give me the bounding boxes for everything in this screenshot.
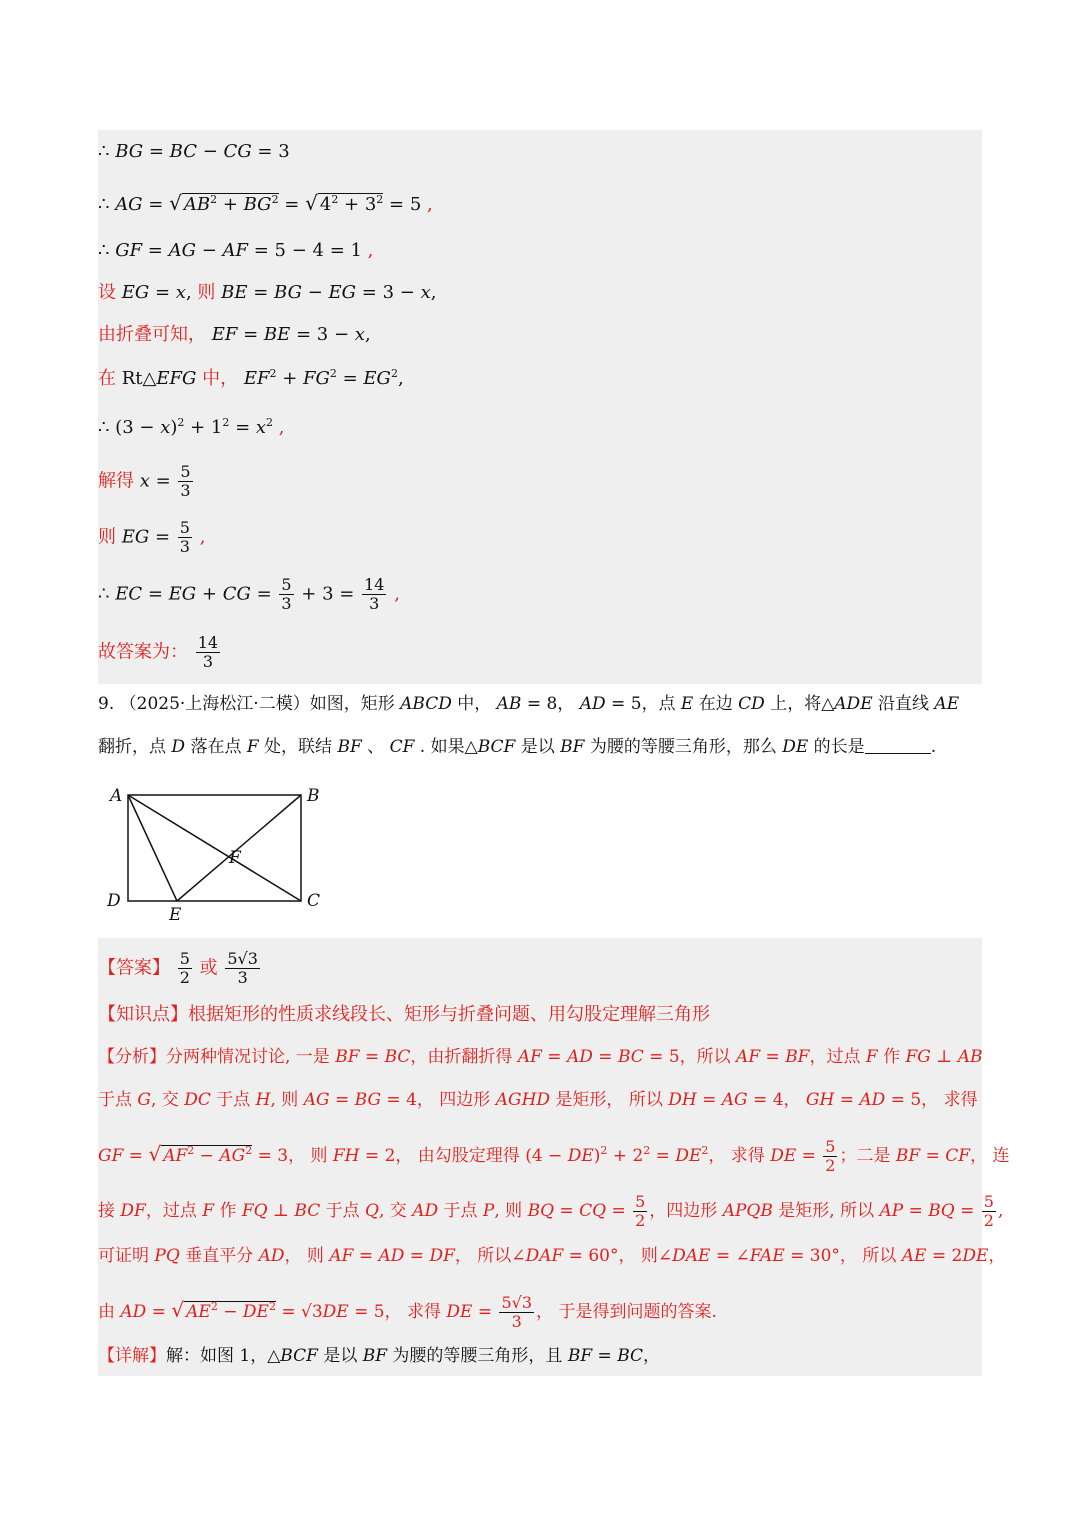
answer-blank — [865, 735, 931, 754]
step-9: 则 EG = $\frac{5}{3}$ , — [98, 518, 206, 556]
step-6: 在 Rt△EFG 中， $EF^2 + FG^2 = EG^2$, — [98, 367, 404, 389]
knowledge-tag: 【知识点】 — [98, 1004, 188, 1025]
knowledge-text: 根据矩形的性质求线段长、矩形与折叠问题、用勾股定理解三角形 — [188, 1004, 710, 1025]
detail-tag: 【详解】 — [98, 1346, 166, 1366]
step-3: ∴ GF = AG − AF = 5 − 4 = 1 , — [98, 240, 374, 261]
analysis-line-2: 于点 G, 交 DC 于点 H, 则 AG = BG = 4， 四边形 AGHD 是矩形， 所以 DH = AG = 4， GH = AD = 5， 求得 — [98, 1090, 978, 1110]
step-2: ∴ AG = √ $AB^2 + BG^2$ = √ $4^2 + 3^2 = 5$ , — [98, 191, 433, 215]
analysis-line-4: 接 DF，过点 F 作 FQ ⊥ BC 于点 Q, 交 AD 于点 P, 则 BQ = CQ = $\frac{5}{2}$ ，四边形 APQB 是矩形, 所以 AP = BQ = $\frac{5}{2}$ , — [98, 1192, 1004, 1230]
step-1: ∴ BG = BC − CG = 3 — [98, 141, 290, 162]
analysis-line-6: 由 AD = √ $AE^2 - DE^2 = √3DE = 5$， 求得 DE = $\frac{5√3}{3}$ ， 于是得到问题的答案. — [98, 1293, 717, 1331]
step-4: 设 EG = x, 则 BE = BG − EG = 3 − x, — [98, 282, 437, 303]
analysis-line-3: GF = √ $AF^2 - AG^2 = 3$， 则 FH = 2， 由勾股定理得 $(4 - DE)^2 + 2^2 = DE^2$， 求得 DE = $\frac{5}{2}$ ；二是 BF = CF， 连 — [98, 1137, 1010, 1175]
question-line-2: 翻折，点 D 落在点 F 处，联结 BF 、 CF . 如果△BCF 是以 BF 为腰的等腰三角形，那么 DE 的长是 . — [98, 737, 937, 757]
answer-line: 【答案】 $\frac{5}{2}$ 或 $\frac{5√3}{3}$ — [98, 949, 258, 987]
answer-tag: 【答案】 — [98, 957, 170, 979]
question-line-1: 9. （2025·上海松江·二模）如图，矩形 ABCD 中， AB = 8， AD = 5，点 E 在边 CD 上，将△ADE 沿直线 AE — [98, 694, 960, 714]
label-C: C — [307, 891, 321, 911]
knowledge-line — [98, 1003, 710, 1027]
step-8: 解得 x = $\frac{5}{3}$ — [98, 462, 191, 500]
label-B: B — [307, 786, 320, 806]
analysis-line-5: 可证明 PQ 垂直平分 AD， 则 AF = AD = DF， 所以∠DAF = 60°， 则∠DAE = ∠FAE = 30°， 所以 AE = 2DE， — [98, 1246, 1006, 1266]
step-5: 由折叠可知， EF = BE = 3 − x, — [98, 324, 371, 345]
step-7: ∴ $(3 - x)^2 + 1^2 = x^2$ , — [98, 416, 285, 438]
step-10: ∴ EC = EG + CG = $\frac{5}{3}$ + 3 = $\frac{14}{3}$ , — [98, 575, 400, 613]
detail-line: 【详解】解：如图 1，△BCF 是以 BF 为腰的等腰三角形，且 BF = BC， — [98, 1346, 661, 1366]
rectangle-figure — [100, 780, 340, 930]
final-answer: 故答案为： $\frac{14}{3}$ — [98, 633, 219, 671]
label-D: D — [107, 891, 121, 911]
label-A: A — [110, 786, 123, 806]
label-F: F — [229, 848, 241, 868]
label-E: E — [169, 905, 182, 925]
analysis-line-1: 【分析】分两种情况讨论, 一是 BF = BC，由折翻折得 AF = AD = BC = 5，所以 AF = BF，过点 F 作 FG ⊥ AB — [98, 1047, 983, 1067]
